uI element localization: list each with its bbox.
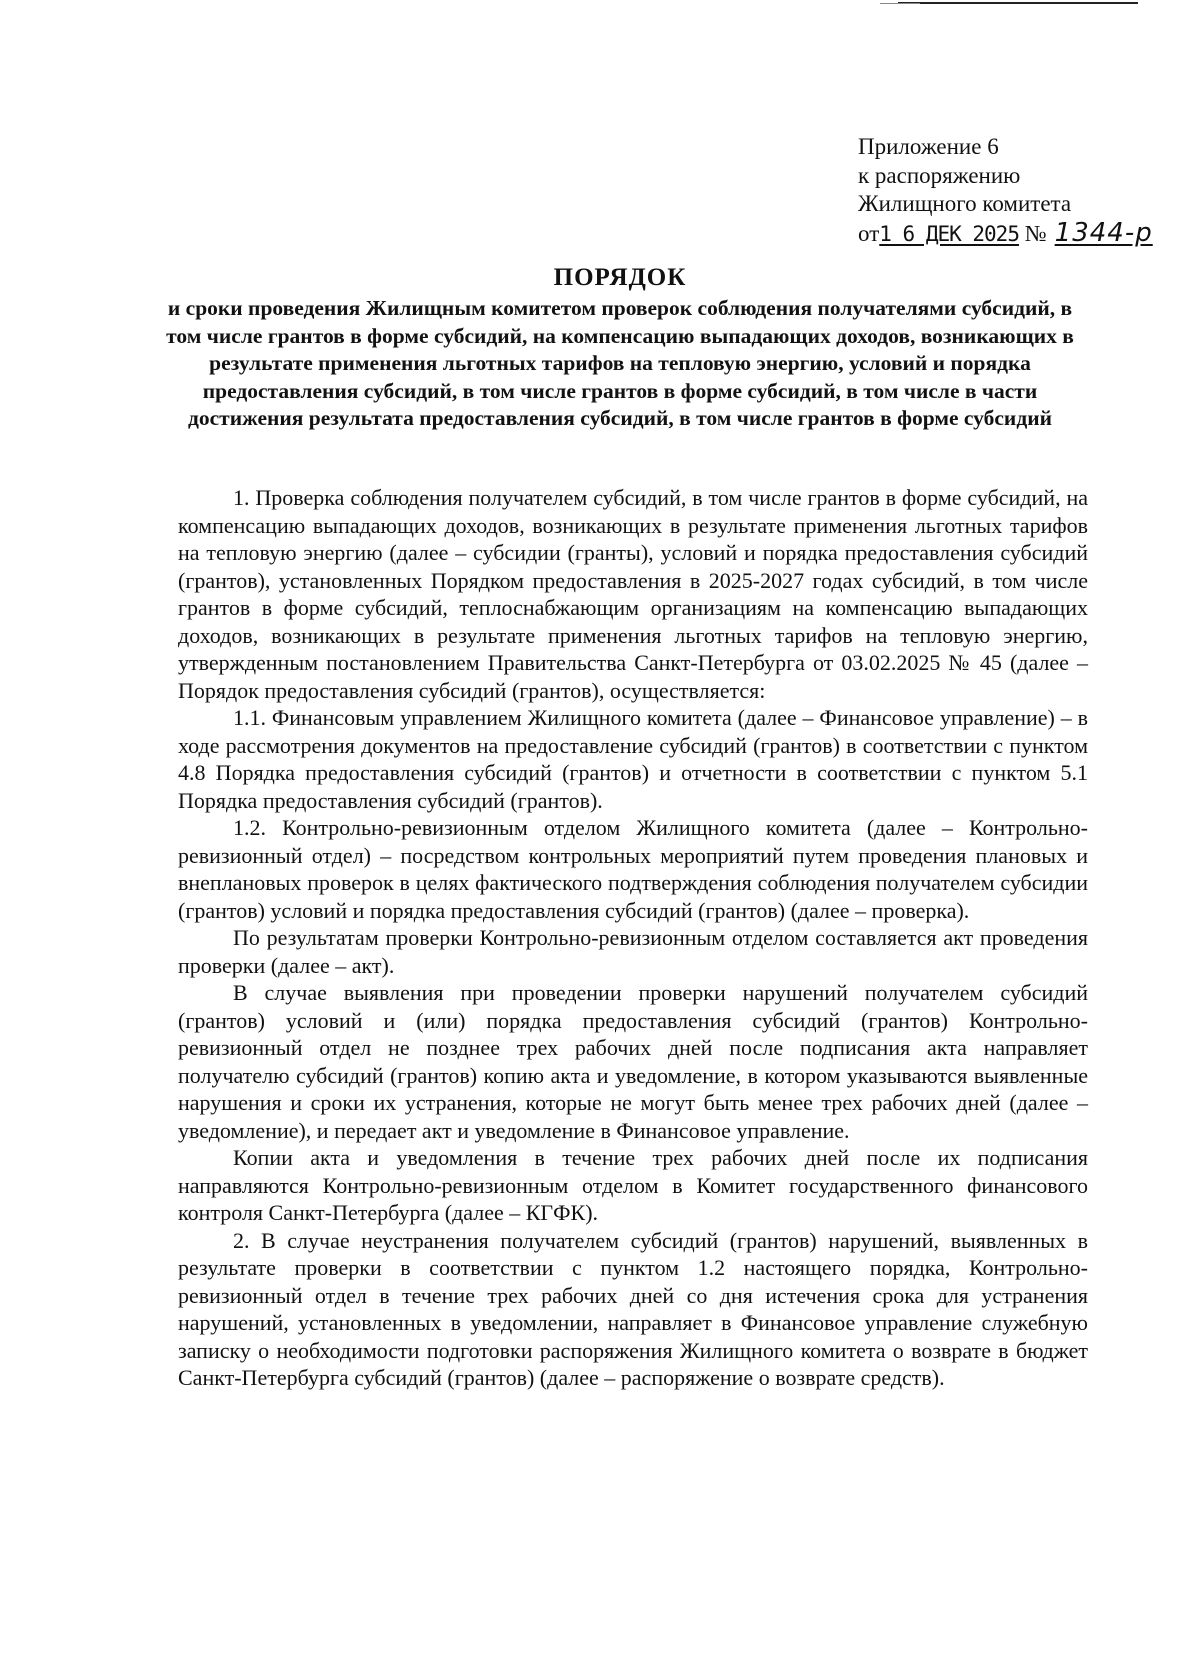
date-stamp: 1 6 ДЕК 2025	[879, 221, 1019, 246]
document-subtitle: и сроки проведения Жилищным комитетом проверок соблюдения получателями субсидий, в том числе грантов в форме субсидий, на компенсацию выпадающих доходов, возникающих в результате применения льготных тарифов на тепловую энергию, условий и порядка предоставления субсидий, в том числе грантов в форме субсидий, в том числе в части достижения результата предоставления субсидий, в том числе грантов в форме субсидий	[166, 296, 1074, 430]
document-body	[178, 484, 1088, 1392]
handwritten-number: 1344-р	[1054, 217, 1153, 248]
paragraph-violations: В случае выявления при проведении проверки нарушений получателем субсидий (грантов) условий и (или) порядка предоставления субсидий (грантов) Контрольно-ревизионный отдел не позднее трех рабочих дней после подписания акта направляет получателю субсидий (грантов) копию акта и уведомление, в котором указываются выявленные нарушения и сроки их устранения, которые не могут быть менее трех рабочих дней (далее – уведомление), и передает акт и уведомление в Финансовое управление.	[178, 980, 1088, 1143]
appendix-block	[858, 133, 1153, 248]
number-prefix: №	[1024, 220, 1047, 246]
appendix-line-3: Жилищного комитета	[858, 191, 1072, 216]
paragraph-copies: Копии акта и уведомления в течение трех рабочих дней после их подписания направляются Контрольно-ревизионным отделом в Комитет государственного финансового контроля Санкт-Петербурга (далее – КГФК).	[178, 1145, 1088, 1225]
paragraph-1-2: 1.2. Контрольно-ревизионным отделом Жилищного комитета (далее – Контрольно-ревизионный отдел) – посредством контрольных мероприятий путем проведения плановых и внеплановых проверок в целях фактического подтверждения соблюдения получателем субсидии (грантов) условий и порядка предоставления субсидий (грантов) (далее – проверка).	[178, 815, 1088, 923]
scan-top-rule	[898, 2, 1138, 4]
paragraph-act: По результатам проверки Контрольно-ревизионным отделом составляется акт проведения проверки (далее – акт).	[178, 925, 1088, 978]
document-title: ПОРЯДОК	[553, 264, 687, 291]
date-prefix: от	[858, 220, 880, 246]
appendix-line-2: к распоряжению	[858, 162, 1021, 188]
paragraph-2: 2. В случае неустранения получателем субсидий (грантов) нарушений, выявленных в результате проверки в соответствии с пунктом 1.2 настоящего порядка, Контрольно-ревизионный отдел в течение трех рабочих дней со дня истечения срока для устранения нарушений, установленных в уведомлении, направляет в Финансовое управление служебную записку о необходимости подготовки распоряжения Жилищного комитета о возврате в бюджет Санкт-Петербурга субсидий (грантов) (далее – распоряжение о возврате средств).	[178, 1227, 1088, 1390]
appendix-date-row	[858, 219, 1153, 249]
paragraph-1: 1. Проверка соблюдения получателем субсидий, в том числе грантов в форме субсидий, на компенсацию выпадающих доходов, возникающих в результате применения льготных тарифов на тепловую энергию (далее – субсидии (гранты), условий и порядка предоставления субсидий (грантов), установленных Порядком предоставления в 2025-2027 годах субсидий, в том числе грантов в форме субсидий, теплоснабжающим организациям на компенсацию выпадающих доходов, возникающих в результате применения льготных тарифов на тепловую энергию, утвержденным постановлением Правительства Санкт-Петербурга от 03.02.2025 № 45 (далее – Порядок предоставления субсидий (грантов), осуществляется:	[178, 485, 1088, 703]
paragraph-1-1: 1.1. Финансовым управлением Жилищного комитета (далее – Финансовое управление) – в ходе рассмотрения документов на предоставление субсидий (грантов) в соответствии с пунктом 4.8 Порядка предоставления субсидий (грантов) и отчетности в соответствии с пунктом 5.1 Порядка предоставления субсидий (грантов).	[178, 705, 1088, 813]
scan-top-rule-thin	[880, 3, 920, 4]
appendix-line-1: Приложение 6	[858, 134, 999, 159]
